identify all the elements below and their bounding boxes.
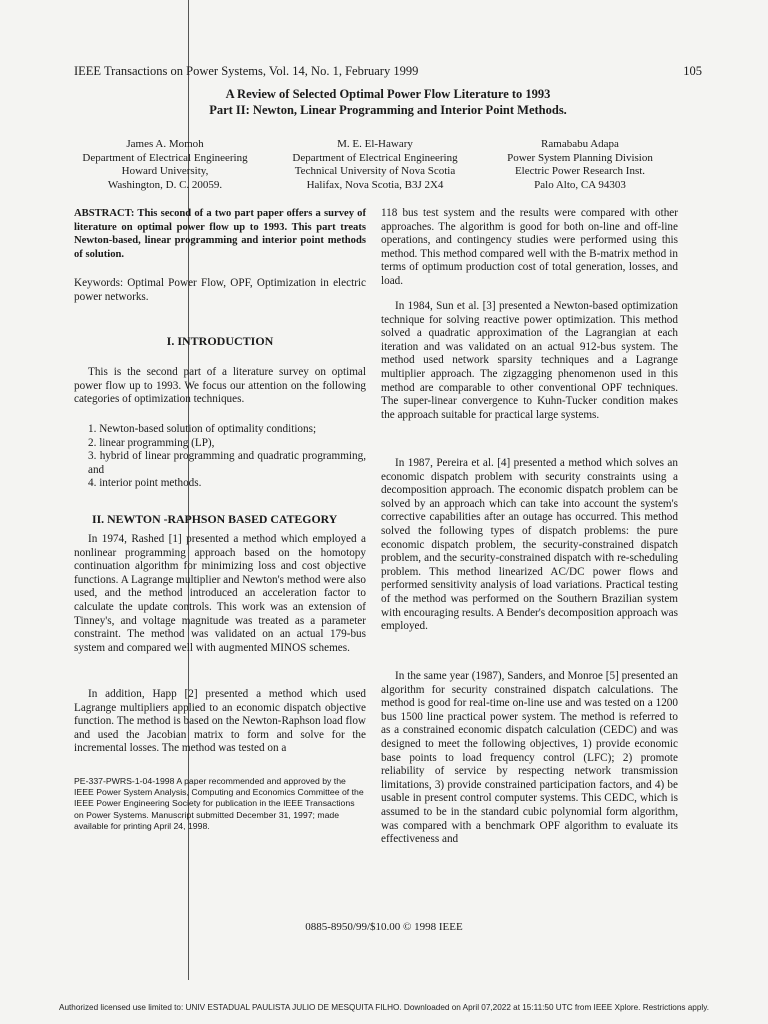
author-block-1 [60,138,270,192]
list-item: 2. linear programming (LP), [88,436,215,449]
body-paragraph: In 1974, Rashed [1] presented a method which employed a nonlinear programming approach based on the homotopy continuation algorithm for minimizing loss and cost objective functions. A Lagrange multiplier and Newton's method were also used, and the method introduced an acceleration factor to calculate the update controls. This work was an extension of Tinney's, and voltage magnitude was treated as a parameter constraint. The method was validated on an actual 179-bus system and compared well with augmented MINOS schemes. [74,533,366,654]
manuscript-footnote: PE-337-PWRS-1-04-1998 A paper recommended and approved by the IEEE Power System Analysis, Computing and Economics Committee of the IEEE Power Engineering Society for publication in the IEEE Transactions on Power Systems. Manuscript submitted December 31, 1997; made available for printing April 24, 1998. [74,776,364,831]
method-category-list [74,423,366,491]
author-addr: Washington, D. C. 20059. [107,178,223,191]
copyright-footer: 0885-8950/99/$10.00 © 1998 IEEE [305,921,463,933]
author-inst: Electric Power Research Inst. [514,165,646,177]
list-item: 4. interior point methods. [88,477,202,490]
list-item: 1. Newton-based solution of optimality conditions; [88,423,317,435]
authorized-use-notice: Authorized licensed use limited to: UNIV ESTADUAL PAULISTA JULIO DE MESQUITA FILHO. Downloaded on April 07,2022 at 15:11:50 UTC from IEEE Xplore. Restrictions apply. [59,1003,709,1012]
author-dept: Department of Electrical Engineering [82,151,248,164]
paper-title [74,86,702,118]
list-item: 3. hybrid of linear programming and quadratic programming, and [88,450,366,476]
author-name: Ramababu Adapa [541,138,619,150]
abstract: ABSTRACT: This second of a two part paper offers a survey of literature on optimal power flow up to 1993. This part treats Newton-based, linear programming and interior point methods of solution. [74,208,366,260]
journal-citation: IEEE Transactions on Power Systems, Vol. 14, No. 1, February 1999 [74,64,419,78]
title-line-1: A Review of Selected Optimal Power Flow Literature to 1993 [225,87,551,101]
page-number: 105 [683,64,702,78]
title-line-2: Part II: Newton, Linear Programming and Interior Point Methods. [209,103,567,117]
author-dept: Department of Electrical Engineering [292,151,458,164]
author-inst: Technical University of Nova Scotia [294,165,456,177]
author-block-2 [270,138,480,192]
author-addr: Halifax, Nova Scotia, B3J 2X4 [306,178,444,191]
author-name: James A. Momoh [126,138,204,150]
running-header [74,64,702,79]
author-inst: Howard University, [121,165,209,177]
body-paragraph: 118 bus test system and the results were compared with other approaches. The algorithm is good for both on-line and off-line operations, and contingency studies were performed using this method. This method compared well with the B-matrix method in terms of optimum production cost of total generation, losses, and load. [381,207,678,287]
body-paragraph: In 1984, Sun et al. [3] presented a Newton-based optimization technique for solving reactive power optimization. This method solved a quadratic approximation of the Lagrangian at each iteration and was validated on an actual 912-bus system. The method used network sparsity techniques and a Lagrange multiplier approach. The zigzagging phenomenon used in this method are comparable to other conventional OPF techniques. The super-linear convergence to Kuhn-Tucker condition makes the approach suitable for practical large systems. [381,300,678,421]
section-heading-newton-raphson: II. NEWTON -RAPHSON BASED CATEGORY [92,512,338,526]
section-heading-introduction: I. INTRODUCTION [166,334,274,348]
body-paragraph: In 1987, Pereira et al. [4] presented a method which solves an economic dispatch problem with security constraints using a decomposition approach. The economic dispatch problem can be solved by an approach which can take into account the system's corrective capabilities after an outage has occurred. This method solved the following types of dispatch problems: the pure economic dispatch problem, the security-constrained dispatch problem, and the security-constrained dispatch with re-scheduling problem. This method linearized AC/DC power flows and performed sensitivity analysis of load variations. Practical testing of the method was performed on the Southern Brazilian system with encouraging results. A Bender's decomposition approach was employed. [381,457,678,633]
author-addr: Palo Alto, CA 94303 [534,178,626,191]
author-dept: Power System Planning Division [507,151,653,164]
body-paragraph: In addition, Happ [2] presented a method which used Lagrange multipliers applied to an economic dispatch objective function. The method is based on the Newton-Raphson load flow and used the Jacobian matrix to form and solve for the incremental losses. The method was tested on a [74,688,366,755]
intro-paragraph: This is the second part of a literature survey on optimal power flow up to 1993. We focus our attention on the following categories of optimization techniques. [74,366,366,406]
body-paragraph: In the same year (1987), Sanders, and Monroe [5] presented an algorithm for security constrained dispatch calculations. The method is good for real-time on-line use and was tested on a 1200 bus 1500 line practical power system. The method is referred to as a constrained economic dispatch calculation (CEDC) and was designed to meet the following objectives, 1) provide economic base points to load frequency control (LFC); 2) promote reliability of service by respecting network transmission limitations, 3) provide constrained participation factors, and 4) be usable in present control computer systems. This CEDC, which is assumed to be in the standard cubic polynomial form algorithm, was compared with a benchmark OPF algorithm to evaluate its effectiveness and [381,670,678,846]
keywords: Keywords: Optimal Power Flow, OPF, Optimization in electric power networks. [74,277,366,303]
author-name: M. E. El-Hawary [337,138,413,150]
author-block-3 [490,138,670,192]
